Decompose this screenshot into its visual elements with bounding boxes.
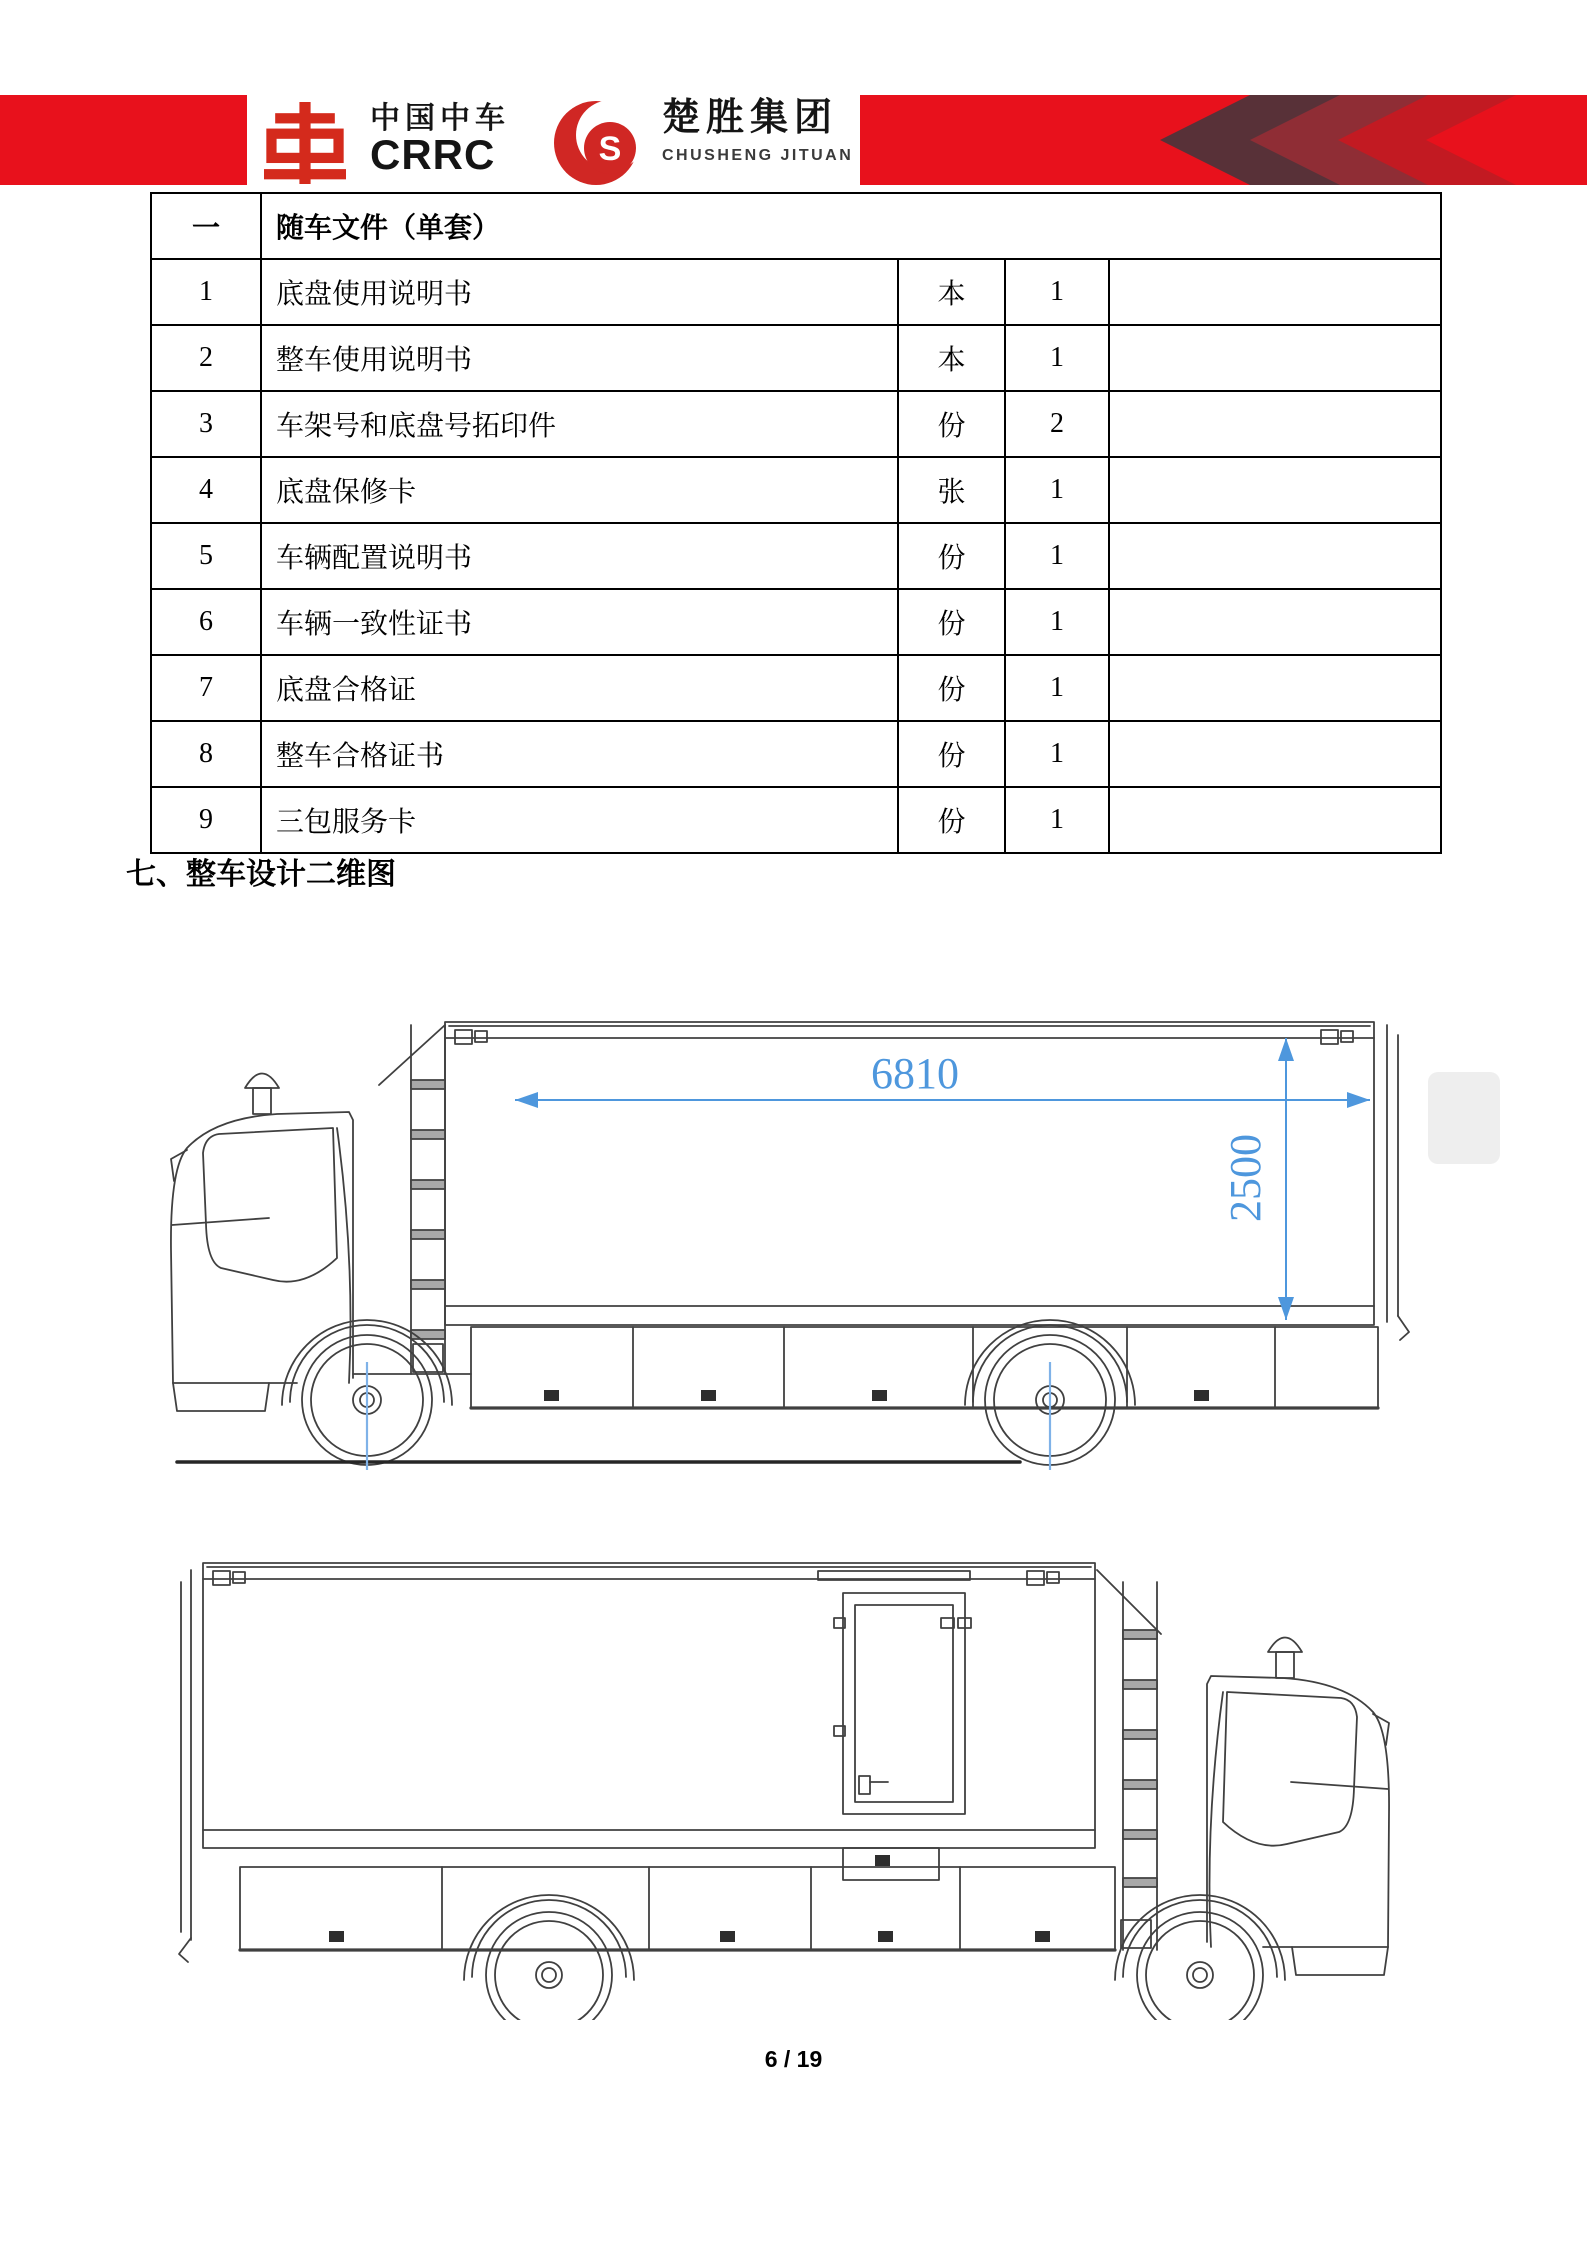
section-title-cell: 随车文件（单套） bbox=[261, 193, 1441, 259]
front-wheel bbox=[1137, 1912, 1263, 2020]
svg-text:S: S bbox=[598, 130, 622, 168]
table-row: 5 车辆配置说明书 份 1 bbox=[151, 523, 1441, 589]
cab bbox=[171, 1074, 353, 1412]
dimension-height bbox=[1221, 1038, 1294, 1320]
chusheng-logo-en: CHUSHENG JITUAN bbox=[662, 146, 854, 164]
chevron-left-icon bbox=[860, 95, 1587, 185]
header-bar-left bbox=[0, 95, 247, 185]
crrc-emblem-icon bbox=[260, 102, 350, 184]
wheel-centerlines bbox=[367, 1362, 1050, 1470]
chusheng-emblem-icon bbox=[552, 97, 648, 189]
beacon-light bbox=[1268, 1638, 1302, 1653]
table-row: 3 车架号和底盘号拓印件 份 2 bbox=[151, 391, 1441, 457]
truck-side-view-right bbox=[115, 1530, 1445, 2020]
chusheng-logo bbox=[552, 97, 853, 189]
remark-cell bbox=[1109, 523, 1441, 589]
remark-cell bbox=[1109, 457, 1441, 523]
remark-cell bbox=[1109, 787, 1441, 853]
section-heading: 七、整车设计二维图 bbox=[126, 858, 396, 891]
skirt-compartments bbox=[240, 1867, 1115, 1950]
table-row: 4 底盘保修卡 张 1 bbox=[151, 457, 1441, 523]
beacon-light bbox=[245, 1074, 279, 1089]
accompanying-documents-table bbox=[150, 192, 1442, 854]
page-number: 6 / 19 bbox=[764, 2046, 823, 2072]
dimension-length bbox=[515, 1049, 1370, 1108]
chusheng-logo-zh: 楚胜集团 bbox=[662, 97, 839, 139]
table-row: 6 车辆一致性证书 份 1 bbox=[151, 589, 1441, 655]
table-row: 7 底盘合格证 份 1 bbox=[151, 655, 1441, 721]
remark-cell bbox=[1109, 259, 1441, 325]
remark-cell bbox=[1109, 655, 1441, 721]
cab bbox=[1207, 1638, 1389, 1976]
remark-cell bbox=[1109, 391, 1441, 457]
section-index-cell: 一 bbox=[151, 193, 261, 259]
crrc-logo-en: CRRC bbox=[370, 131, 496, 178]
crrc-logo-zh: 中国中车 bbox=[370, 102, 510, 135]
crrc-logo bbox=[260, 102, 510, 184]
table-section-row bbox=[151, 193, 1441, 259]
table-row: 9 三包服务卡 份 1 bbox=[151, 787, 1441, 853]
remark-cell bbox=[1109, 325, 1441, 391]
rear-wheel bbox=[486, 1912, 612, 2020]
table-row: 1 底盘使用说明书 本 1 bbox=[151, 259, 1441, 325]
truck-side-view-left bbox=[115, 950, 1445, 1470]
remark-cell bbox=[1109, 721, 1441, 787]
remark-cell bbox=[1109, 589, 1441, 655]
skirt-compartments bbox=[471, 1327, 1378, 1408]
dimension-length-label: 6810 bbox=[871, 1049, 959, 1098]
access-door bbox=[818, 1571, 971, 1880]
dimension-height-label: 2500 bbox=[1221, 1134, 1270, 1222]
table-row: 2 整车使用说明书 本 1 bbox=[151, 325, 1441, 391]
header-bar-right bbox=[860, 95, 1587, 185]
ladder bbox=[1097, 1570, 1161, 1950]
table-row: 8 整车合格证书 份 1 bbox=[151, 721, 1441, 787]
ladder bbox=[353, 1025, 471, 1374]
scan-smudge bbox=[1428, 1072, 1500, 1164]
